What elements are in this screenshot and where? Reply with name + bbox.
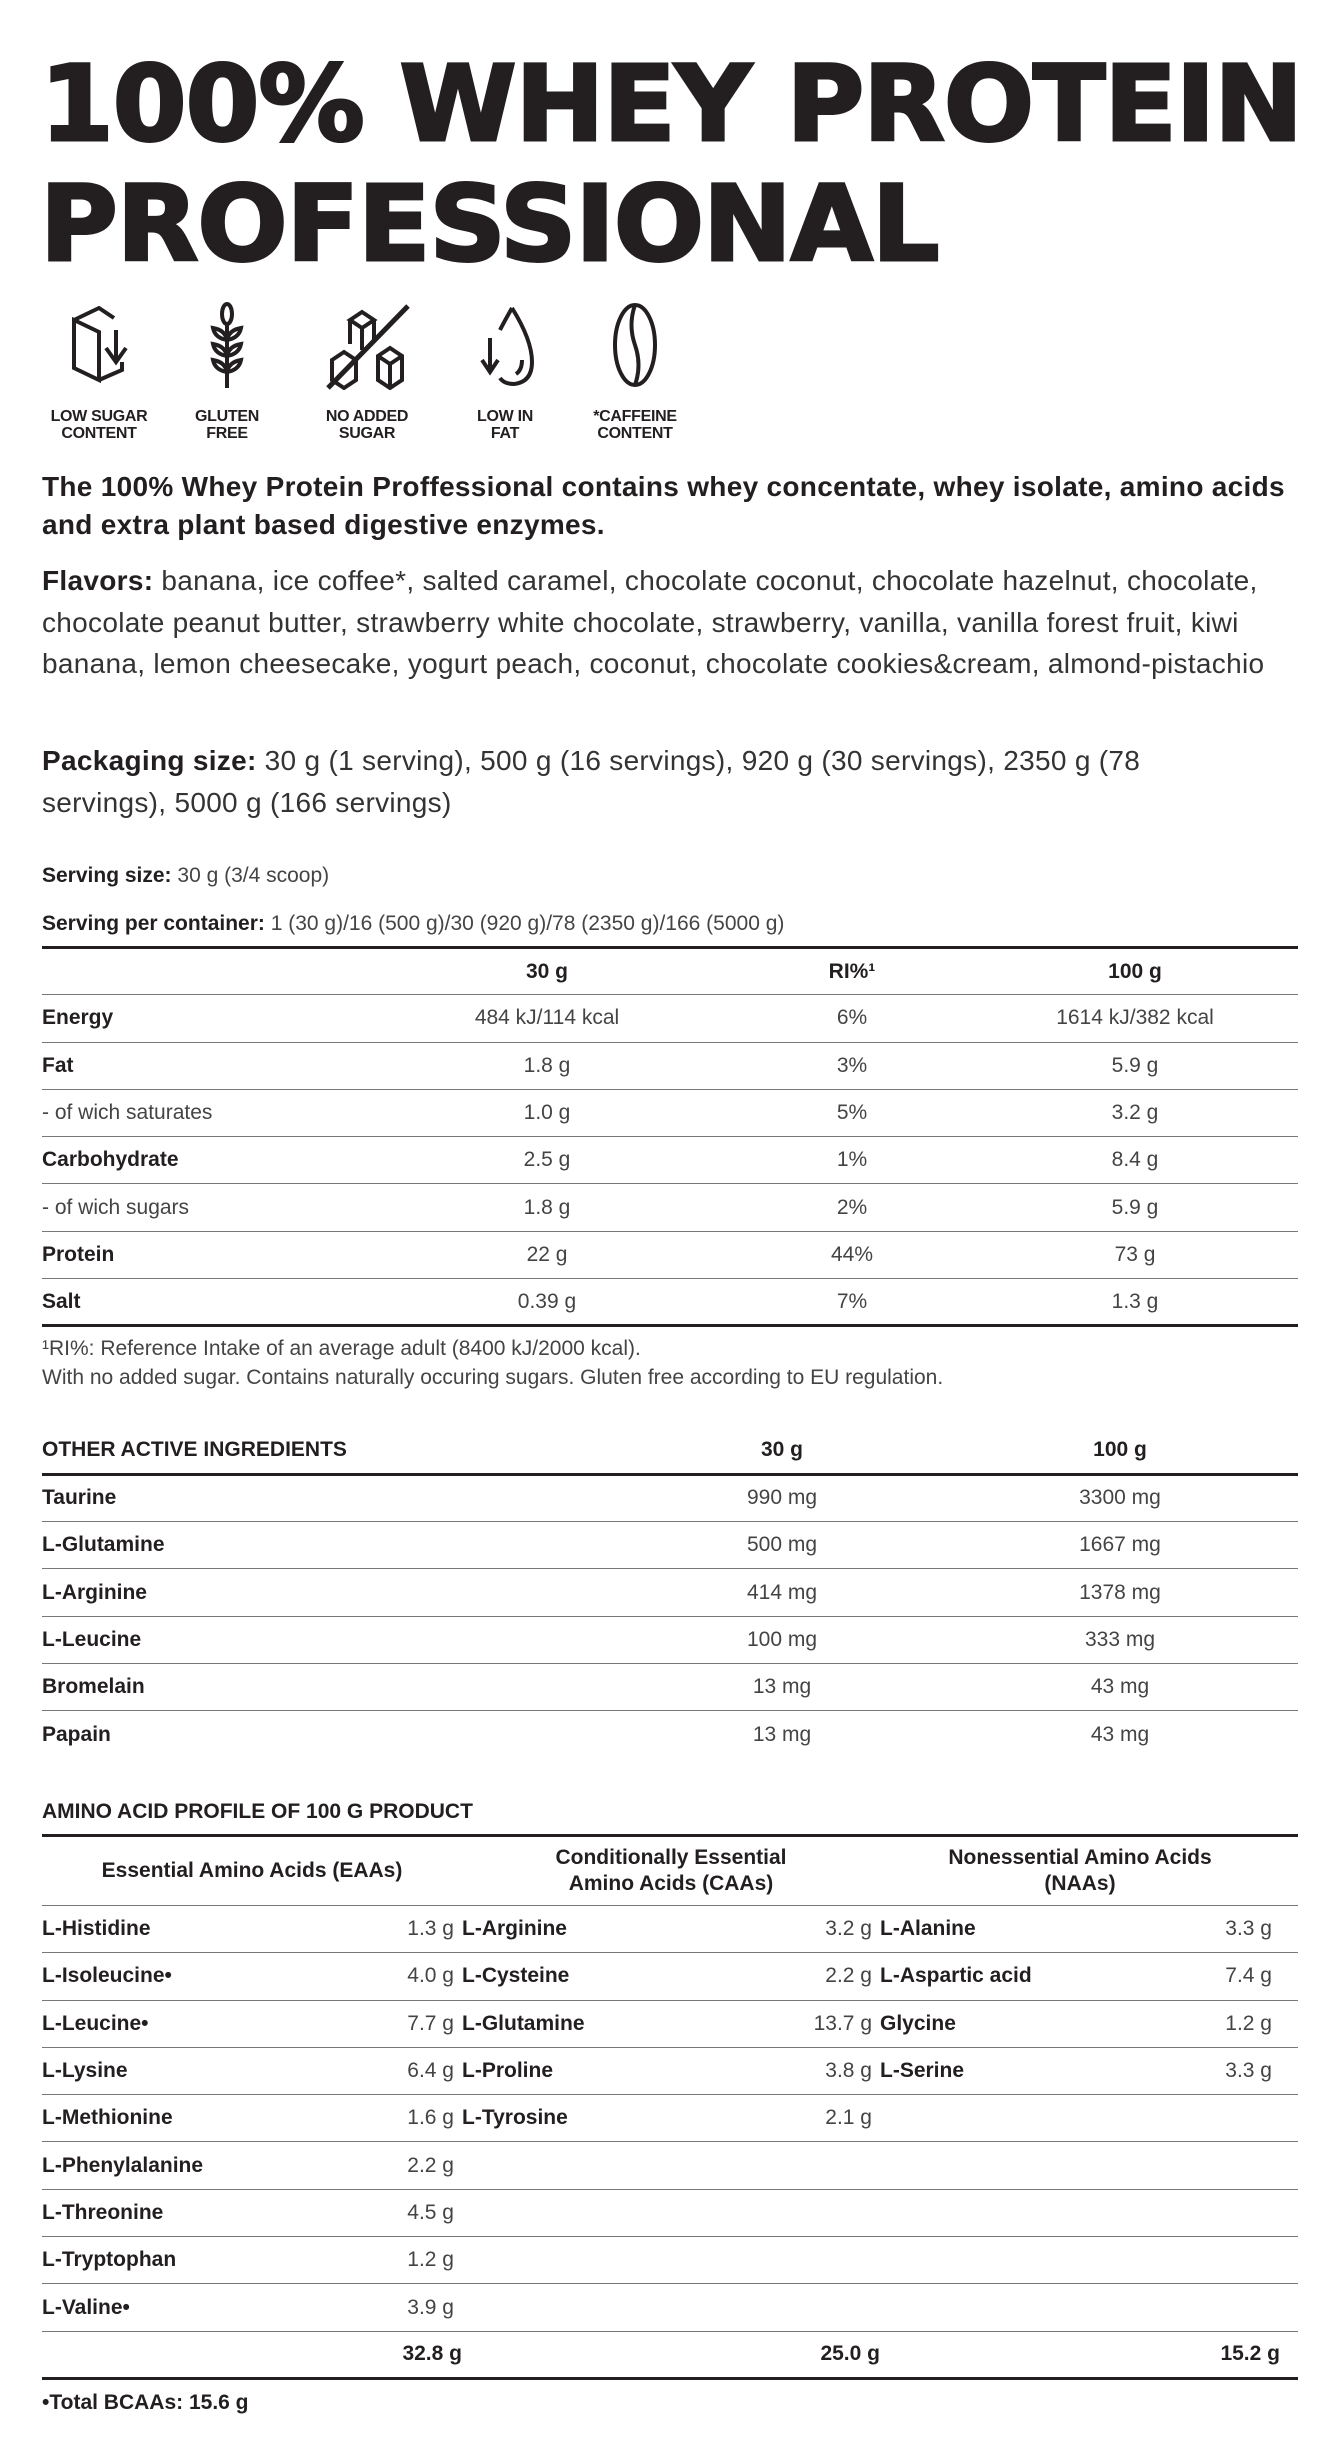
eaa-name: L-Lysine <box>42 2047 322 2094</box>
nutrient-name: Protein <box>42 1231 362 1278</box>
caa-value <box>742 2142 880 2189</box>
packaging-text <box>42 740 1142 823</box>
value-100g: 3300 mg <box>942 1474 1298 1521</box>
eaa-total: 32.8 g <box>322 2331 462 2378</box>
value-30g: 484 kJ/114 kcal <box>362 995 732 1042</box>
amino-header-row <box>42 1836 1298 1906</box>
amino-row <box>42 1953 1298 2000</box>
nutrition-row <box>42 1042 1298 1089</box>
wheat-icon <box>182 300 272 390</box>
eaa-name: L-Phenylalanine <box>42 2142 322 2189</box>
packaging-label: Packaging size: <box>42 745 257 776</box>
eaa-value: 4.0 g <box>322 1953 462 2000</box>
spacer <box>1280 1953 1298 2000</box>
badge-label: FREE <box>206 425 248 442</box>
flavors-value: banana, ice coffee*, salted caramel, chocolate coconut, chocolate hazelnut, chocolate, chocolate peanut butter, strawberry white chocolate, strawberry, vanilla, vanilla forest fruit, kiwi banana, lemon cheesecake, yogurt peach, coconut, chocolate cookies&cream, almond-pistachio <box>42 565 1265 679</box>
nutrient-name: Fat <box>42 1042 362 1089</box>
caa-name <box>462 2189 742 2236</box>
badge-caffeine <box>570 300 700 442</box>
eaa-header: Essential Amino Acids (EAAs) <box>42 1836 462 1906</box>
ingredient-name: L-Glutamine <box>42 1522 622 1569</box>
value-ri: 5% <box>732 1089 972 1136</box>
naa-name <box>880 2237 1160 2284</box>
amino-row <box>42 2189 1298 2236</box>
spacer <box>880 2331 1160 2378</box>
nutrition-footnote <box>42 1334 943 1392</box>
spacer <box>1280 2142 1298 2189</box>
caa-name: L-Arginine <box>462 1906 742 1953</box>
value-30g: 1.8 g <box>362 1184 732 1231</box>
caa-value: 3.8 g <box>742 2047 880 2094</box>
naa-value: 7.4 g <box>1160 1953 1280 2000</box>
other-ingredients-header-row <box>42 1427 1298 1474</box>
value-100g: 1614 kJ/382 kcal <box>972 995 1298 1042</box>
eaa-name: L-Tryptophan <box>42 2237 322 2284</box>
value-100g: 43 mg <box>1090 1722 1150 1746</box>
caa-header: Conditionally Essential Amino Acids (CAAs) <box>462 1836 880 1906</box>
value-ri: 7% <box>732 1279 972 1326</box>
caa-name: L-Proline <box>462 2047 742 2094</box>
other-ingredients-title: OTHER ACTIVE INGREDIENTS <box>42 1427 622 1474</box>
spacer <box>1280 2237 1298 2284</box>
spacer <box>1280 2047 1298 2094</box>
value-30g: 1.8 g <box>362 1042 732 1089</box>
nutrient-name: - of wich sugars <box>42 1184 362 1231</box>
ingredient-row <box>42 1474 1298 1521</box>
value-30g: 22 g <box>362 1231 732 1278</box>
amino-row <box>42 1906 1298 1953</box>
spacer <box>1280 1906 1298 1953</box>
spacer <box>1280 2331 1298 2378</box>
naa-value: 1.2 g <box>1160 2000 1280 2047</box>
other-header-30g: 30 g <box>622 1427 942 1474</box>
naa-name: L-Serine <box>880 2047 1160 2094</box>
badge-label: *CAFFEINE <box>593 408 677 425</box>
caa-value: 2.1 g <box>742 2095 880 2142</box>
badge-label: LOW IN <box>477 408 533 425</box>
other-ingredients-table <box>42 1427 1298 1758</box>
caa-total: 25.0 g <box>742 2331 880 2378</box>
bcaa-total-note: •Total BCAAs: 15.6 g <box>42 2391 249 2414</box>
value-30g: 13 mg <box>752 1722 812 1746</box>
value-30g: 500 mg <box>622 1522 942 1569</box>
flavors-label: Flavors: <box>42 565 154 596</box>
ingredient-row <box>42 1711 1298 1758</box>
value-30g: 990 mg <box>622 1474 942 1521</box>
ingredient-row <box>42 1663 1298 1710</box>
value-100g: 1.3 g <box>972 1279 1298 1326</box>
caa-value <box>742 2237 880 2284</box>
caa-name <box>462 2237 742 2284</box>
badge-no-added-sugar <box>302 300 432 442</box>
nutrition-header-30g: 30 g <box>362 948 732 995</box>
value-100g: 43 mg <box>942 1663 1298 1710</box>
caa-name <box>462 2284 742 2331</box>
eaa-name: L-Isoleucine• <box>42 1953 322 2000</box>
ingredient-name: L-Arginine <box>42 1569 622 1616</box>
serving-size-value: 30 g (3/4 scoop) <box>171 864 330 887</box>
badge-label: SUGAR <box>338 425 396 442</box>
value-100g: 8.4 g <box>972 1137 1298 1184</box>
nutrient-name: Salt <box>42 1279 362 1326</box>
badge-low-fat <box>440 300 570 442</box>
serving-size <box>42 864 329 888</box>
ingredient-row <box>42 1616 1298 1663</box>
naa-name <box>880 2095 1160 2142</box>
serving-per-container <box>42 912 784 936</box>
badge-row <box>42 300 742 450</box>
nutrition-header-ri: RI%¹ <box>732 948 972 995</box>
caa-value <box>742 2284 880 2331</box>
naa-value <box>1160 2284 1280 2331</box>
naa-header: Nonessential Amino Acids (NAAs) <box>880 1836 1280 1906</box>
product-title-line2: PROFESSIONAL <box>40 163 939 285</box>
eaa-value: 2.2 g <box>322 2142 462 2189</box>
value-30g: 0.39 g <box>362 1279 732 1326</box>
caa-value: 3.2 g <box>742 1906 880 1953</box>
sugar-gluten-note: With no added sugar. Contains naturally occuring sugars. Gluten free according to EU regulation. <box>42 1366 944 1389</box>
serving-size-label: Serving size: <box>42 864 172 887</box>
ingredient-name: Papain <box>42 1722 111 1746</box>
badge-label: CONTENT <box>61 425 137 442</box>
flavors-text <box>42 560 1312 685</box>
naa-name <box>880 2142 1160 2189</box>
spacer <box>1280 2284 1298 2331</box>
caa-name: L-Glutamine <box>462 2000 742 2047</box>
nutrient-name: Energy <box>42 995 362 1042</box>
value-30g: 13 mg <box>622 1663 942 1710</box>
spacer <box>462 2331 742 2378</box>
value-ri: 2% <box>732 1184 972 1231</box>
nutrition-row <box>42 1137 1298 1184</box>
caa-value <box>742 2189 880 2236</box>
ingredient-row <box>42 1522 1298 1569</box>
value-100g: 333 mg <box>942 1616 1298 1663</box>
value-30g: 1.0 g <box>362 1089 732 1136</box>
nutrition-header <box>42 948 362 995</box>
nutrition-header-row <box>42 948 1298 995</box>
eaa-value: 4.5 g <box>322 2189 462 2236</box>
naa-name: L-Alanine <box>880 1906 1160 1953</box>
value-ri: 1% <box>732 1137 972 1184</box>
nutrition-header-100g: 100 g <box>972 948 1298 995</box>
ingredient-row <box>42 1569 1298 1616</box>
badge-label: FAT <box>490 425 520 442</box>
amino-row <box>42 2000 1298 2047</box>
eaa-value: 1.6 g <box>322 2095 462 2142</box>
nutrition-row <box>42 1279 1298 1326</box>
product-title-line1: 100% WHEY PROTEIN <box>40 43 1302 165</box>
other-header-100g: 100 g <box>942 1427 1298 1474</box>
badge-label: NO ADDED <box>325 408 409 425</box>
caa-name: L-Tyrosine <box>462 2095 742 2142</box>
eaa-value: 7.7 g <box>322 2000 462 2047</box>
amino-totals-row <box>42 2331 1298 2378</box>
naa-value <box>1160 2237 1280 2284</box>
value-ri: 3% <box>732 1042 972 1089</box>
value-100g: 5.9 g <box>972 1042 1298 1089</box>
ri-footnote: ¹RI%: Reference Intake of an average adult (8400 kJ/2000 kcal). <box>42 1337 641 1360</box>
caa-value: 13.7 g <box>742 2000 880 2047</box>
spacer <box>1280 2000 1298 2047</box>
nutrition-row <box>42 1089 1298 1136</box>
value-100g: 1667 mg <box>942 1522 1298 1569</box>
badge-low-sugar <box>34 300 164 442</box>
nutrition-table <box>42 946 1298 1327</box>
amino-profile-title: AMINO ACID PROFILE OF 100 G PRODUCT <box>42 1800 473 1823</box>
spacer <box>1280 2095 1298 2142</box>
badge-gluten-free <box>162 300 292 442</box>
ingredient-name: Taurine <box>42 1474 622 1521</box>
value-30g: 414 mg <box>622 1569 942 1616</box>
eaa-value: 3.9 g <box>322 2284 462 2331</box>
naa-name <box>880 2189 1160 2236</box>
product-description: The 100% Whey Protein Proffessional contains whey concentate, whey isolate, amino acids and extra plant based digestive enzymes. <box>42 471 1285 540</box>
amino-row <box>42 2237 1298 2284</box>
naa-name: L-Aspartic acid <box>880 1953 1160 2000</box>
caa-value: 2.2 g <box>742 1953 880 2000</box>
value-100g: 5.9 g <box>972 1184 1298 1231</box>
value-30g: 2.5 g <box>362 1137 732 1184</box>
ingredient-name: Bromelain <box>42 1663 622 1710</box>
spacer <box>1280 2189 1298 2236</box>
eaa-name: L-Threonine <box>42 2189 322 2236</box>
coffee-bean-icon <box>590 300 680 390</box>
eaa-value: 1.2 g <box>322 2237 462 2284</box>
eaa-name: L-Leucine• <box>42 2000 322 2047</box>
value-ri: 6% <box>732 995 972 1042</box>
naa-value <box>1160 2189 1280 2236</box>
value-100g: 1378 mg <box>942 1569 1298 1616</box>
badge-label: GLUTEN <box>195 408 259 425</box>
caa-name: L-Cysteine <box>462 1953 742 2000</box>
amino-row <box>42 2284 1298 2331</box>
nutrition-row <box>42 995 1298 1042</box>
amino-row <box>42 2095 1298 2142</box>
eaa-value: 1.3 g <box>322 1906 462 1953</box>
naa-value: 3.3 g <box>1160 2047 1280 2094</box>
nutrition-row <box>42 1231 1298 1278</box>
value-ri: 44% <box>732 1231 972 1278</box>
value-100g: 73 g <box>972 1231 1298 1278</box>
sugar-cube-down-arrow-icon <box>54 300 144 390</box>
serving-per-container-value: 1 (30 g)/16 (500 g)/30 (920 g)/78 (2350 g)/166 (5000 g) <box>264 912 785 935</box>
value-100g: 3.2 g <box>972 1089 1298 1136</box>
drop-down-arrow-icon <box>460 300 550 390</box>
eaa-value: 6.4 g <box>322 2047 462 2094</box>
naa-value <box>1160 2142 1280 2189</box>
eaa-name: L-Methionine <box>42 2095 322 2142</box>
amino-row <box>42 2142 1298 2189</box>
ingredient-name: L-Leucine <box>42 1616 622 1663</box>
badge-label: LOW SUGAR <box>50 408 148 425</box>
nutrient-name: Carbohydrate <box>42 1137 362 1184</box>
eaa-name: L-Valine• <box>42 2284 322 2331</box>
naa-total: 15.2 g <box>1160 2331 1280 2378</box>
sugar-cubes-crossed-icon <box>322 300 412 390</box>
nutrient-name: - of wich saturates <box>42 1089 362 1136</box>
packaging-value: 30 g (1 serving), 500 g (16 servings), 920 g (30 servings), 2350 g (78 servings), 5000 g (166 servings) <box>42 745 1141 818</box>
caa-name <box>462 2142 742 2189</box>
nutrition-row <box>42 1184 1298 1231</box>
amino-acid-table <box>42 1834 1298 2380</box>
naa-name: Glycine <box>880 2000 1160 2047</box>
spacer <box>42 2331 322 2378</box>
eaa-name: L-Histidine <box>42 1906 322 1953</box>
amino-row <box>42 2047 1298 2094</box>
naa-value: 3.3 g <box>1160 1906 1280 1953</box>
serving-per-container-label: Serving per container: <box>42 912 265 935</box>
badge-label: CONTENT <box>597 425 673 442</box>
value-30g: 100 mg <box>622 1616 942 1663</box>
naa-value <box>1160 2095 1280 2142</box>
naa-name <box>880 2284 1160 2331</box>
